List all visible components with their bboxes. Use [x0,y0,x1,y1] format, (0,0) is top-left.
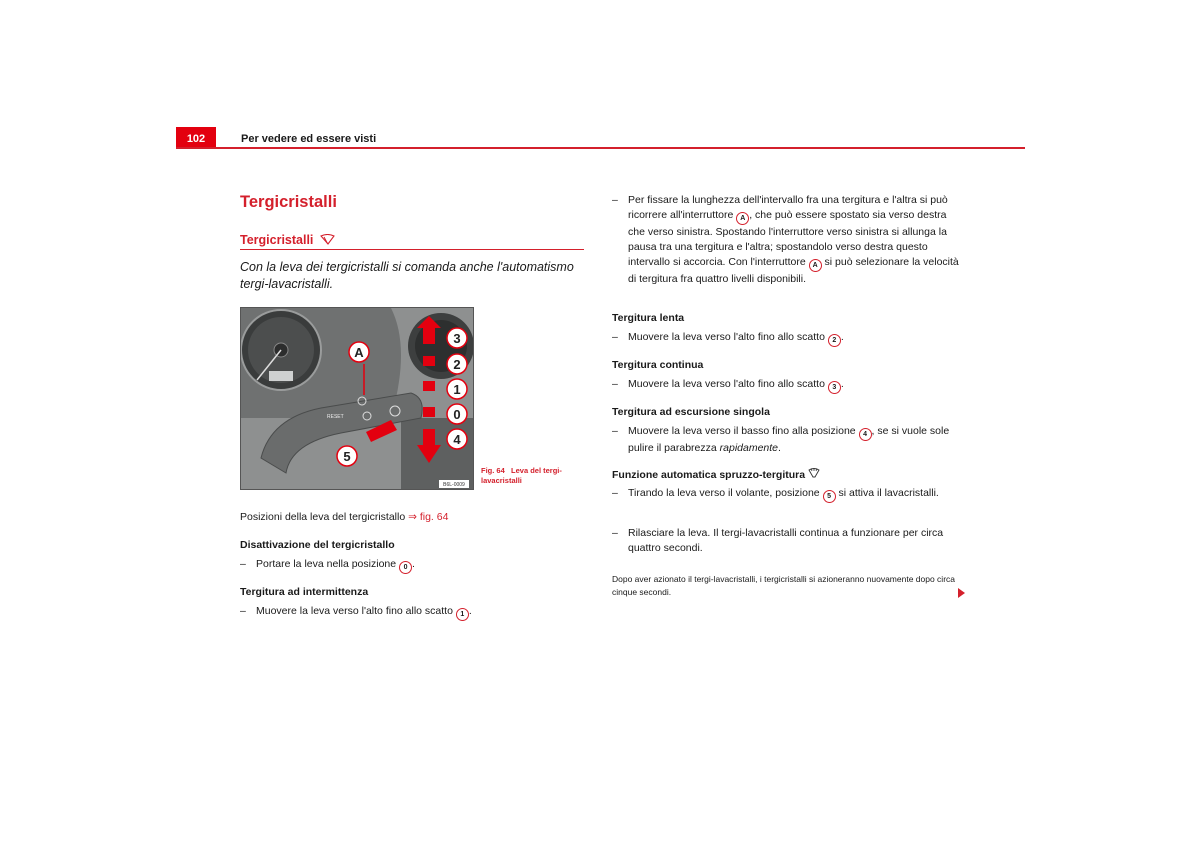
list-item: – Muovere la leva verso l'alto fino allo scatto 3 . [612,377,960,394]
position-ref-3: 3 [828,381,841,394]
header-rule [176,147,1025,149]
heading-continua: Tergitura continua [612,359,704,371]
svg-text:A: A [354,345,364,360]
list-item: – Portare la leva nella posizione 0 . [240,557,590,574]
page-number: 102 [176,127,216,148]
washer-icon [808,467,820,479]
list-item: – Tirando la leva verso il volante, posizione 5 si attiva il lavacristalli. [612,486,960,503]
heading-disattivazione: Disattivazione del tergicristallo [240,539,395,551]
svg-text:0: 0 [453,407,461,422]
figure-wiper-lever [240,307,474,490]
heading-singola: Tergitura ad escursione singola [612,406,770,418]
svg-text:RESET: RESET [327,414,344,420]
position-ref-0: 0 [399,561,412,574]
heading-lenta: Tergitura lenta [612,312,685,324]
svg-text:B6L-0009: B6L-0009 [443,482,465,488]
figure-link[interactable]: ⇒ fig. 64 [408,511,449,523]
figure-caption [481,466,581,486]
subtitle-rule [240,249,584,250]
note-text: Dopo aver azionato il tergi-lavacristalli, i tergicristalli si azioneranno nuovamente dopo circa cinque secondi. [612,574,956,597]
figure-caption-text: Leva del tergi-lavacristalli [481,466,562,485]
svg-text:5: 5 [343,449,351,464]
position-ref-1: 1 [456,608,469,621]
list-item-interval: – Per fissare la lunghezza dell'intervallo fra una tergitura e l'altra si può ricorrere all'interruttore A , che può essere spostato sia verso destra che verso sinistra. Spostando l'interruttore verso sinistra si allunga la pausa tra una tergitura e l'altra; spostandolo verso destra questo intervallo si accorcia. Con l'interruttore A si può selezionare la velocità di tergitura fra quattro livelli disponibili. [612,194,959,285]
subtitle [240,233,335,247]
position-ref-2: 2 [828,334,841,347]
svg-text:4: 4 [453,432,461,447]
list-item: – Muovere la leva verso l'alto fino allo scatto 2 . [612,330,960,347]
svg-text:3: 3 [453,331,461,346]
switch-ref-a: A [809,259,822,272]
svg-text:2: 2 [453,357,461,372]
list-item: – Muovere la leva verso l'alto fino allo scatto 1 . [240,604,590,621]
heading-auto: Funzione automatica spruzzo-tergitura [612,467,820,483]
subtitle-text: Tergicristalli [240,233,314,247]
list-item: – Muovere la leva verso il basso fino alla posizione 4 , se si vuole sole pulire il parabrezza rapidamente. [612,425,950,454]
switch-ref-a: A [736,212,749,225]
next-page-arrow-icon [958,588,965,598]
position-ref-5: 5 [823,490,836,503]
intro-text: Posizioni della leva del tergicristallo ⇒ fig. 64 [240,511,449,523]
wiper-lever-illustration [241,308,473,489]
list-item: – Rilasciare la leva. Il tergi-lavacristalli continua a funzionare per circa quattro secondi. [612,527,944,554]
wiper-icon [320,234,335,245]
page-title: Tergicristalli [240,193,337,211]
lead-paragraph: Con la leva dei tergicristalli si comanda anche l'automatismo tergi-lavacristalli. [240,260,574,291]
section-title: Per vedere ed essere visti [241,133,377,145]
heading-intermittenza: Tergitura ad intermittenza [240,586,369,598]
svg-text:1: 1 [453,382,461,397]
position-ref-4: 4 [859,428,872,441]
figure-caption-number: Fig. 64 [481,466,505,475]
